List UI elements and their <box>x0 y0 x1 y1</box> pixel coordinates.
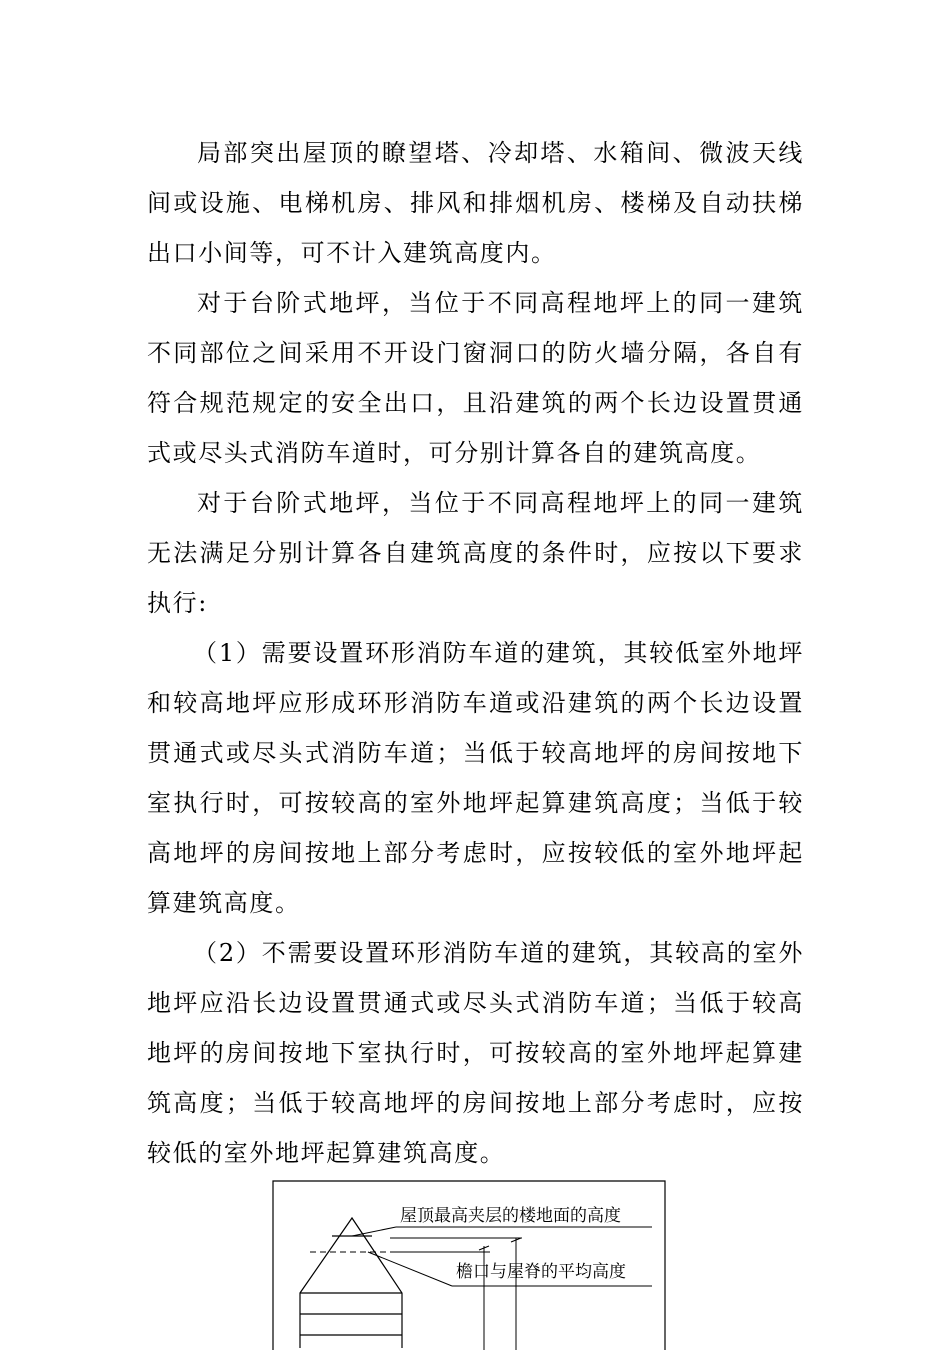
building-height-diagram <box>272 1180 666 1350</box>
paragraph-1: 局部突出屋顶的瞭望塔、冷却塔、水箱间、微波天线间或设施、电梯机房、排风和排烟机房、楼梯及自动扶梯出口小间等，可不计入建筑高度内。 <box>147 139 804 267</box>
paragraph-item-2: （2）不需要设置环形消防车道的建筑，其较高的室外地坪应沿长边设置贯通式或尽头式消防车道；当低于较高地坪的房间按地下室执行时，可按较高的室外地坪起算建筑高度；当低于较高地坪的房间按地上部分考虑时，应按较低的室外地坪起算建筑高度。 <box>147 939 804 1167</box>
label-mezzanine-height: 屋顶最高夹层的楼地面的高度 <box>400 1206 621 1226</box>
roof-outline <box>300 1218 402 1348</box>
label-average-height: 檐口与屋脊的平均高度 <box>456 1262 626 1282</box>
label-mid-leader <box>368 1252 452 1286</box>
paragraph-2: 对于台阶式地坪，当位于不同高程地坪上的同一建筑不同部位之间采用不开设门窗洞口的防火墙分隔，各自有符合规范规定的安全出口，且沿建筑的两个长边设置贯通式或尽头式消防车道时，可分别计算各自的建筑高度。 <box>147 289 804 467</box>
body-text <box>147 128 804 1178</box>
paragraph-3: 对于台阶式地坪，当位于不同高程地坪上的同一建筑无法满足分别计算各自建筑高度的条件时，应按以下要求执行: <box>147 489 804 617</box>
paragraph-item-1: （1）需要设置环形消防车道的建筑，其较低室外地坪和较高地坪应形成环形消防车道或沿建筑的两个长边设置贯通式或尽头式消防车道；当低于较高地坪的房间按地下室执行时，可按较高的室外地坪起算建筑高度；当低于较高地坪的房间按地上部分考虑时，应按较低的室外地坪起算建筑高度。 <box>147 639 804 917</box>
